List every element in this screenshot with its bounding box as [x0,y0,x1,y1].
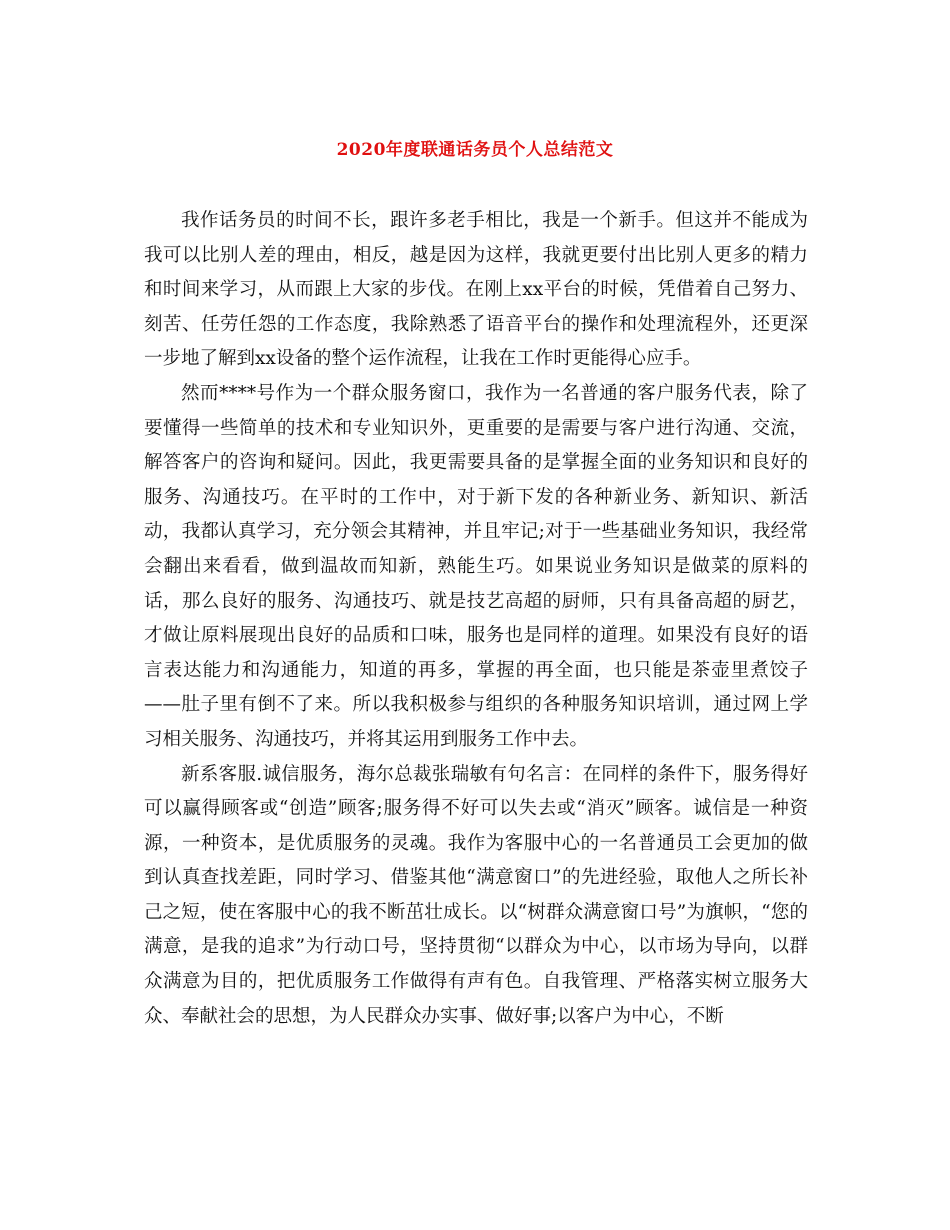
paragraph: 新系客服.诚信服务，海尔总裁张瑞敏有句名言：在同样的条件下，服务得好可以赢得顾客或“创造”顾客;服务得不好可以失去或“消灭”顾客。诚信是一种资源，一种资本，是优质服务的灵魂。我作为客服中心的一名普通员工会更加的做到认真查找差距，同时学习、借鉴其他“满意窗口”的先进经验，取他人之所长补己之短，使在客服中心的我不断茁壮成长。以“树群众满意窗口号”为旗帜，“您的满意，是我的追求”为行动口号，坚持贯彻“以群众为中心，以市场为导向，以群众满意为目的，把优质服务工作做得有声有色。自我管理、严格落实树立服务大众、奉献社会的思想，为人民群众办实事、做好事;以客户为中心，不断 [144,763,808,1027]
document-body [144,204,808,1034]
paragraph: 然而****号作为一个群众服务窗口，我作为一名普通的客户服务代表，除了要懂得一些简单的技术和专业知识外，更重要的是需要与客户进行沟通、交流，解答客户的咨询和疑问。因此，我更需要具备的是掌握全面的业务知识和良好的服务、沟通技巧。在平时的工作中，对于新下发的各种新业务、新知识、新活动，我都认真学习，充分领会其精神，并且牢记;对于一些基础业务知识，我经常会翻出来看看，做到温故而知新，熟能生巧。如果说业务知识是做菜的原料的话，那么良好的服务、沟通技巧、就是技艺高超的厨师，只有具备高超的厨艺，才做让原料展现出良好的品质和口味，服务也是同样的道理。如果没有良好的语言表达能力和沟通能力，知道的再多，掌握的再全面，也只能是茶壶里煮饺子——肚子里有倒不了来。所以我积极参与组织的各种服务知识培训，通过网上学习相关服务、沟通技巧，并将其运用到服务工作中去。 [144,382,808,750]
document-title: 2020年度联通话务员个人总结范文 [336,140,614,160]
paragraph: 我作话务员的时间不长，跟许多老手相比，我是一个新手。但这并不能成为我可以比别人差的理由，相反，越是因为这样，我就更要付出比别人更多的精力和时间来学习，从而跟上大家的步伐。在刚上xx平台的时候，凭借着自己努力、刻苦、任劳任怨的工作态度，我除熟悉了语音平台的操作和处理流程外，还更深一步地了解到xx设备的整个运作流程，让我在工作时更能得心应手。 [144,210,808,370]
